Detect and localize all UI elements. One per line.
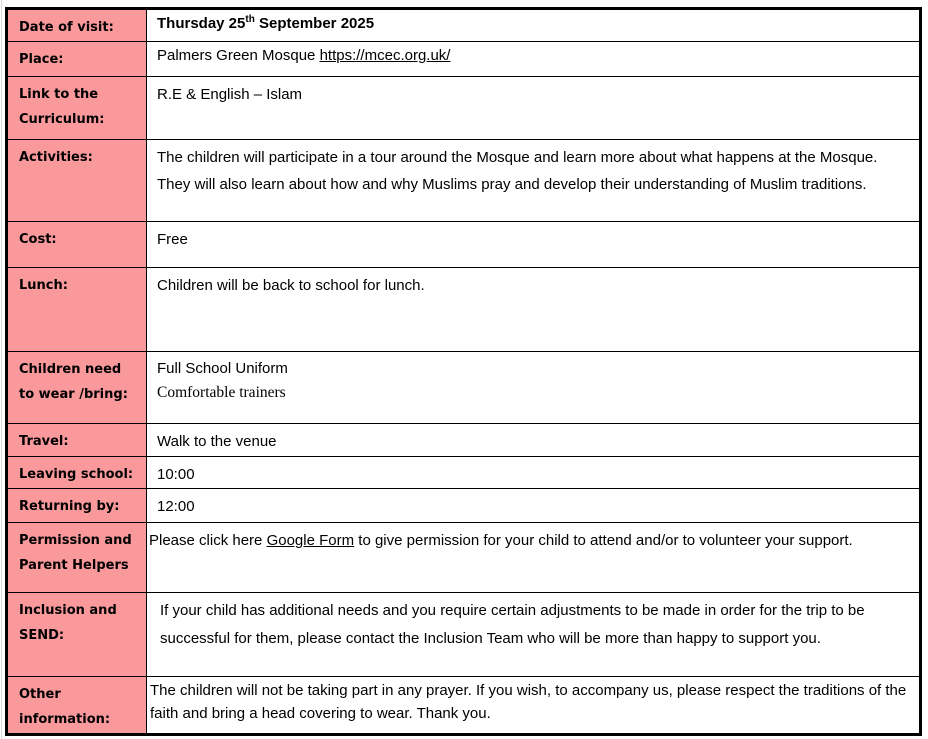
table-row-wear-bring — [8, 352, 919, 424]
table-row-travel — [8, 424, 919, 457]
page-edge-line — [1, 0, 2, 739]
table-row-returning-by — [8, 489, 919, 523]
row-label: Travel: — [8, 424, 147, 456]
table-row-cost — [8, 222, 919, 268]
table-row-other-information — [8, 677, 919, 733]
row-value — [147, 523, 919, 592]
row-value: If your child has additional needs and you require certain adjustments to be made in order for the trip to be successful for them, please contact the Inclusion Team who will be more than happy to support you. — [160, 602, 865, 647]
table-row-curriculum-link — [8, 77, 919, 140]
row-label: Link to the Curriculum: — [8, 77, 147, 139]
trip-info-table — [5, 7, 922, 736]
date-text-suffix: September 2025 — [254, 15, 375, 32]
row-label: Returning by: — [8, 489, 147, 522]
row-value: R.E & English – Islam — [157, 86, 303, 103]
row-label: Activities: — [8, 140, 147, 221]
row-value: 12:00 — [157, 498, 195, 515]
row-label: Place: — [8, 42, 147, 76]
row-label: Date of visit: — [8, 10, 147, 41]
row-value: The children will not be taking part in any prayer. If you wish, to accompany us, please respect the traditions of the faith and bring a head covering to wear. Thank you. — [150, 682, 907, 723]
row-label: Other information: — [8, 677, 147, 733]
permission-text-after: to give permission for your child to attend and/or to volunteer your support. — [354, 532, 853, 549]
table-row-activities — [8, 140, 919, 222]
row-label: Children need to wear /bring: — [8, 352, 147, 423]
row-value: Free — [157, 231, 188, 248]
google-form-link[interactable]: Google Form — [266, 532, 355, 549]
place-text: Palmers Green Mosque — [157, 47, 320, 64]
row-value: Children will be back to school for lunch. — [157, 277, 425, 294]
uniform-line: Full School Uniform — [157, 360, 288, 377]
row-value — [147, 352, 919, 423]
table-row-leaving-school — [8, 457, 919, 489]
row-label: Leaving school: — [8, 457, 147, 488]
permission-text-before: Please click here — [149, 532, 267, 549]
row-value — [147, 42, 919, 76]
row-value: 10:00 — [157, 466, 195, 483]
trainers-line: Comfortable trainers — [157, 383, 286, 401]
row-value — [147, 10, 919, 41]
row-value: The children will participate in a tour around the Mosque and learn more about what happens at the Mosque. They will also learn about how and why Muslims pray and develop their understanding of Muslim traditions. — [157, 149, 878, 193]
row-value: Walk to the venue — [157, 433, 277, 450]
table-row-date-of-visit — [8, 10, 919, 42]
table-row-lunch — [8, 268, 919, 352]
table-row-inclusion-send — [8, 593, 919, 677]
mosque-url-link[interactable]: https://mcec.org.uk/ — [319, 47, 451, 64]
row-label: Permission and Parent Helpers — [8, 523, 147, 592]
date-ordinal-superscript: th — [245, 14, 255, 25]
row-label: Lunch: — [8, 268, 147, 351]
row-label: Cost: — [8, 222, 147, 267]
date-text: Thursday 25 — [157, 15, 246, 32]
table-row-permission — [8, 523, 919, 593]
row-label: Inclusion and SEND: — [8, 593, 147, 676]
table-row-place — [8, 42, 919, 77]
